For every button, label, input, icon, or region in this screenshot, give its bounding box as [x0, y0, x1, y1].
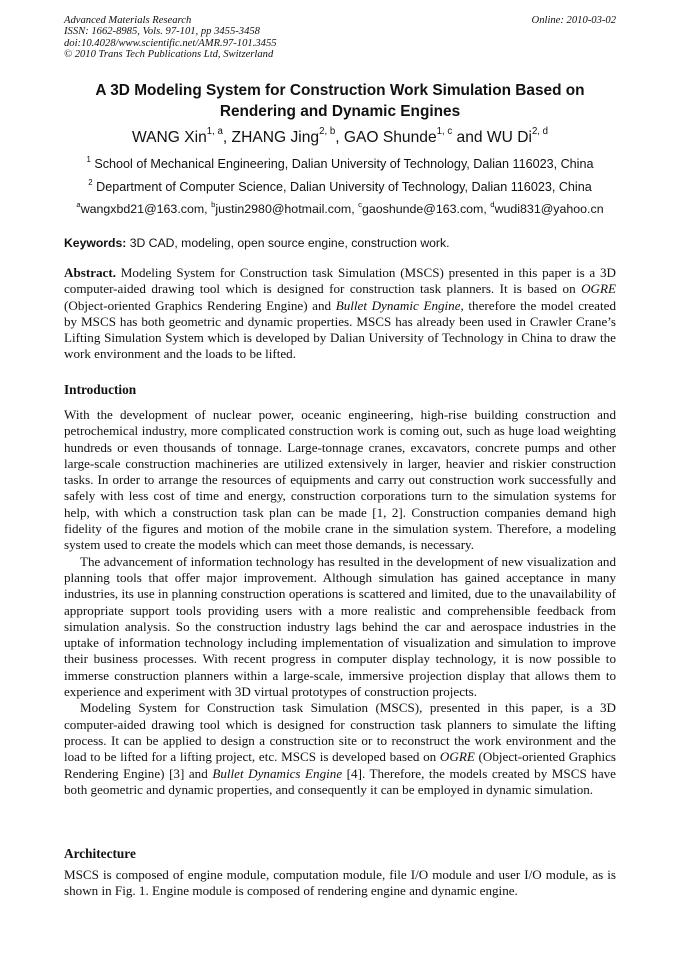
abstract [64, 265, 616, 363]
keywords-text: 3D CAD, modeling, open source engine, construction work. [129, 236, 450, 250]
author-sup: 1, a [206, 126, 223, 138]
author-name: WANG Xin [131, 129, 207, 146]
abstract-text-1: Modeling System for Construction task Simulation (MSCS) presented in this paper is a 3D computer-aided drawing tool which is designed for construction task planners. It is based on [64, 265, 616, 297]
intro-paragraph-3 [64, 700, 616, 798]
email-address: gaoshunde@163.com [361, 202, 484, 216]
paper-title [64, 80, 616, 122]
affiliation-sup: 1 [86, 154, 91, 164]
abstract-text-2: (Object-oriented Graphics Rendering Engine) and [64, 297, 332, 313]
email-address: wudi831@yahoo.cn [494, 202, 604, 216]
intro-p3-bullet: Bullet Dynamics Engine [212, 765, 343, 781]
email-sep: , [483, 202, 491, 216]
affiliation-text: School of Mechanical Engineering, Dalian University of Technology, Dalian 116023, China [94, 157, 594, 171]
intro-p3-text-2: (Object-oriented Graphics Rendering Engine) [3] and [64, 749, 616, 781]
email-sup: c [358, 199, 362, 209]
email-address: justin2980@hotmail.com [215, 202, 352, 216]
abstract-ogre: OGRE [581, 281, 616, 297]
architecture-heading: Architecture [64, 846, 136, 861]
email-address: wangxbd21@163.com [80, 202, 205, 216]
author-sep: , [222, 129, 232, 146]
introduction-body [64, 407, 616, 798]
intro-p3-text-1: Modeling System for Construction task Simulation (MSCS), presented in this paper, is a 3D computer-aided drawing tool which is designed for construction task planners to simulate the lifting process. It can be applied to design a construction site or to reconstruct the work environment and the load to be lifted for a lifting project, etc. MSCS is developed based on [64, 700, 616, 765]
author-sep: and [452, 129, 487, 146]
affiliation-1 [64, 156, 616, 172]
introduction-heading: Introduction [64, 382, 137, 397]
keywords-label: Keywords: [64, 236, 127, 250]
abstract-paragraph [64, 265, 616, 363]
abstract-bullet: Bullet Dynamic Engine [335, 297, 461, 313]
intro-p3-ogre: OGRE [439, 749, 475, 765]
author-name: WU Di [486, 129, 532, 146]
intro-p3-text-3: [4]. Therefore, the models created by MSCS have both geometric and dynamic properties, and consequently it can be employed in dynamic simulation. [64, 765, 616, 797]
email-sep: , [351, 202, 359, 216]
email-sup: a [76, 199, 81, 209]
affiliation-sup: 2 [88, 177, 93, 187]
journal-header [64, 15, 616, 61]
title-line-1: A 3D Modeling System for Construction Work Simulation Based on [95, 82, 585, 99]
journal-name: Advanced Materials Research [64, 15, 192, 26]
architecture-body [64, 867, 616, 900]
issn-line: ISSN: 1662-8985, Vols. 97-101, pp 3455-3458 [64, 26, 260, 38]
abstract-label: Abstract. [64, 265, 116, 280]
author-name: ZHANG Jing [231, 129, 320, 146]
copyright-line: © 2010 Trans Tech Publications Ltd, Switzerland [64, 49, 274, 61]
intro-paragraph-1: With the development of nuclear power, oceanic engineering, high-rise building construction and petrochemical industry, more complicated construction work is coming out, such as huge load weighting hundreds or even thousands of tonnage. Large-tonnage cranes, excavators, concrete pumps and other large-scale construction machineries are utilized extensively in larger, heavier and riskier construction tasks. In order to arrange the resources of equipments and carry out construction work successfully and safely with less cost of time and energy, construction corporations turn to the simulation systems for help, with which a construction task plan can be made [1, 2]. Construction companies demand high fidelity of the figures and motion of the mobile crane in the simulation system. Therefore, a modeling system used to create the models which can meet those demands, is necessary. [64, 407, 616, 553]
email-list [64, 201, 616, 217]
author-name: GAO Shunde [343, 129, 437, 146]
abstract-text-3: , therefore the model created by MSCS has both geometric and dynamic properties. MSCS has already been used in Crawler Crane’s Lifting Simulation System which is developed by Dalian University of Technology in China to draw the work environment and the loads to be lifted. [64, 297, 616, 362]
author-sup: 2, b [319, 126, 336, 138]
email-sup: b [211, 199, 216, 209]
author-sup: 2, d [531, 126, 549, 138]
architecture-paragraph-1: MSCS is composed of engine module, computation module, file I/O module and user I/O module, as is shown in Fig. 1. Engine module is composed of rendering engine and dynamic engine. [64, 867, 616, 899]
online-date: Online: 2010-03-02 [531, 15, 616, 26]
intro-paragraph-2: The advancement of information technology has resulted in the development of new visualization and planning tools that offer major improvement. Although simulation has gained acceptance in many industries, its use in planning construction operations is scattered and limited, due to the unavailability of appropriate support tools providing users with a more realistic and comprehensible feedback from simulation analysis. So the construction industry lags behind the car and aerospace industries in the uptake of information technology including implementation of visualization and simulation to improve their business processes. With recent progress in computer display technology, it is now possible to immerse construction planners within a large-scale, immersive projection display that allows them to experience and experiment with 3D virtual prototypes of construction projects. [64, 553, 616, 700]
keywords [64, 235, 616, 251]
email-sup: d [490, 199, 495, 209]
author-sep: , [335, 129, 344, 146]
doi-line: doi:10.4028/www.scientific.net/AMR.97-101.3455 [64, 37, 277, 49]
affiliation-text: Department of Computer Science, Dalian University of Technology, Dalian 116023, China [96, 180, 592, 194]
title-line-2: Rendering and Dynamic Engines [219, 103, 461, 120]
author-sup: 1, c [436, 126, 453, 138]
author-list [64, 128, 616, 148]
affiliation-2 [64, 179, 616, 195]
email-sep: , [204, 202, 212, 216]
